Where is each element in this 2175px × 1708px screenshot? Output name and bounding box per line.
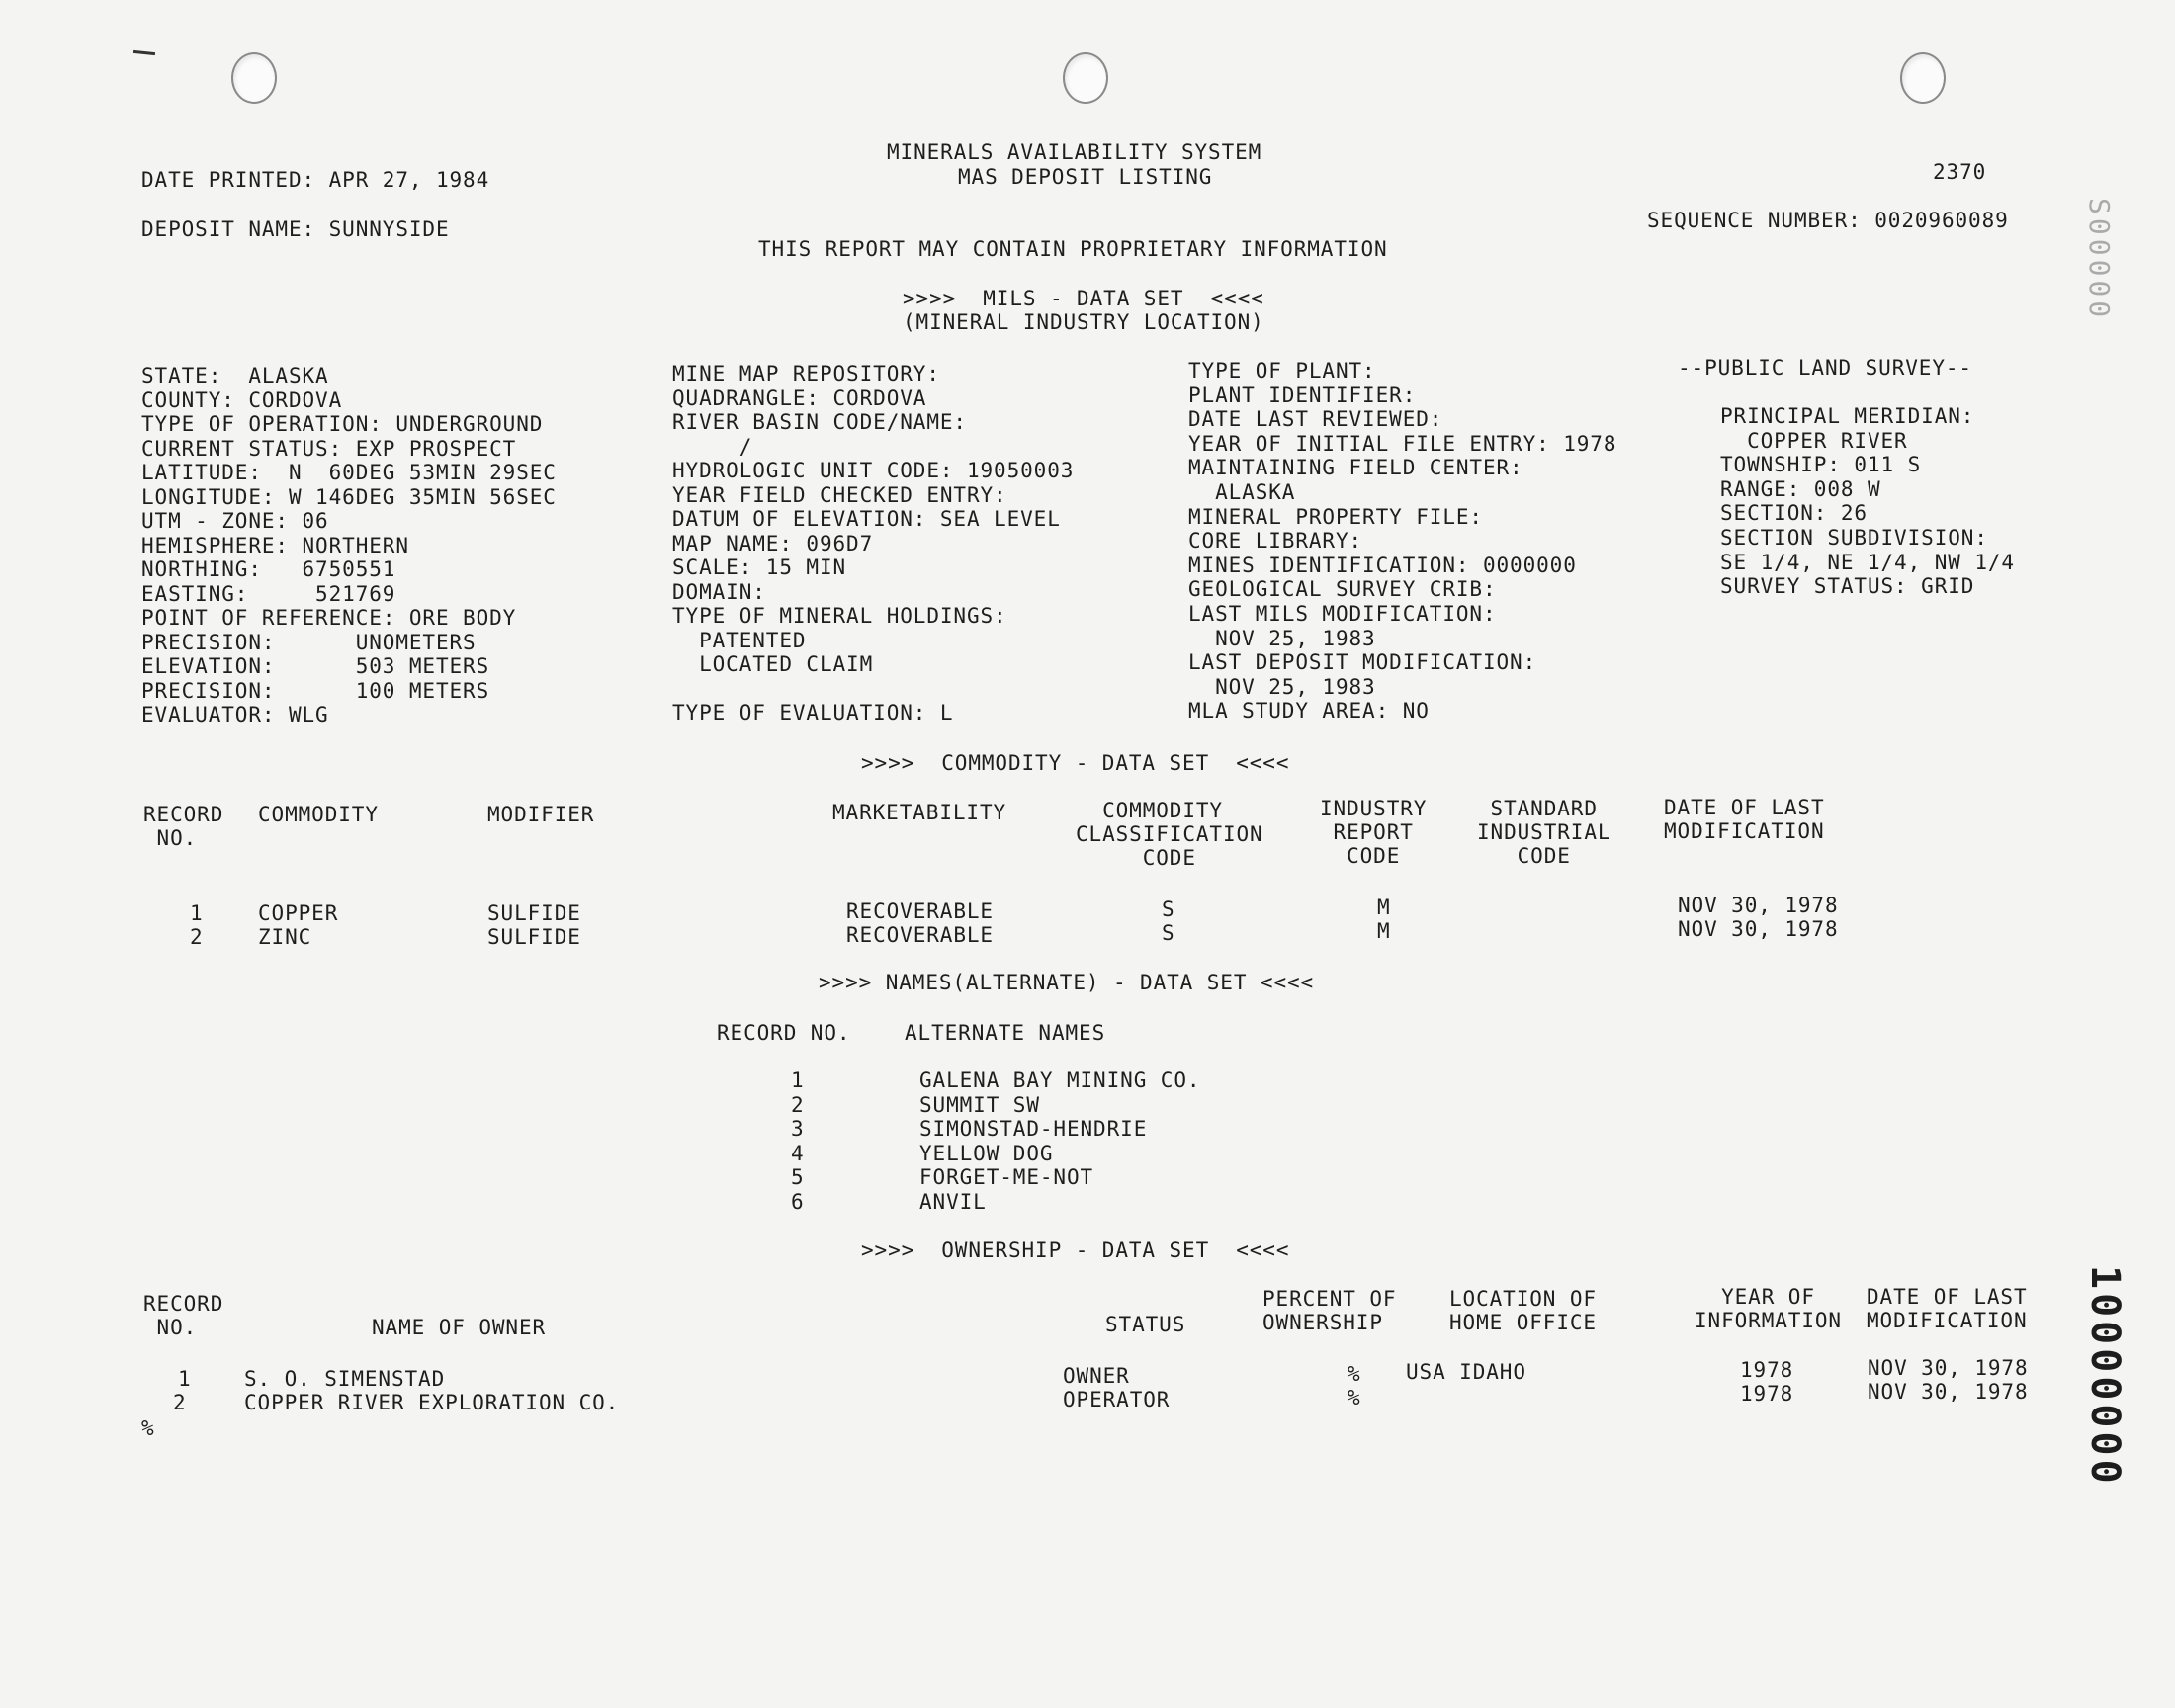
- system-title: MINERALS AVAILABILITY SYSTEM: [887, 140, 1262, 164]
- listing-title: MAS DEPOSIT LISTING: [958, 165, 1213, 189]
- mils-field-line: /: [672, 434, 753, 459]
- owner-status: OPERATOR: [1063, 1388, 1171, 1411]
- record-no: 6: [791, 1190, 805, 1214]
- mils-field-line: EVALUATOR: WLG: [141, 703, 329, 726]
- alternate-name: ANVIL: [919, 1190, 987, 1214]
- mils-field-line: STATE: ALASKA: [141, 364, 329, 387]
- mils-field-line: MINES IDENTIFICATION: 0000000: [1188, 553, 1577, 577]
- proprietary-notice: THIS REPORT MAY CONTAIN PROPRIETARY INFORMATION: [758, 237, 1388, 261]
- mils-field-line: LAST MILS MODIFICATION:: [1188, 602, 1497, 626]
- ownership-heading: >>>> OWNERSHIP - DATA SET <<<<: [861, 1238, 1290, 1262]
- ownership-header-location: LOCATION OF HOME OFFICE: [1449, 1287, 1597, 1334]
- page-number: 2370: [1933, 160, 1987, 184]
- commodity-header-modifier: MODIFIER: [487, 803, 595, 826]
- faint-document-stamp: S00000: [2083, 198, 2116, 322]
- commodity-header-commodity: COMMODITY: [258, 803, 379, 826]
- ownership-header-status: STATUS: [1105, 1313, 1186, 1336]
- information-year: 1978: [1740, 1382, 1794, 1406]
- mils-field-line: TYPE OF MINERAL HOLDINGS:: [672, 604, 1007, 628]
- record-no: 1: [190, 901, 204, 925]
- mils-field-line: NORTHING: 6750551: [141, 557, 396, 581]
- mils-field-line: EASTING: 521769: [141, 581, 396, 606]
- mils-field-line: MINE MAP REPOSITORY:: [672, 362, 940, 385]
- industry-code: M: [1377, 919, 1391, 943]
- modifier: SULFIDE: [487, 925, 581, 949]
- commodity-header-record: RECORD NO.: [143, 803, 224, 850]
- sequence-number: SEQUENCE NUMBER: 0020960089: [1647, 209, 2009, 232]
- mils-field-line: YEAR FIELD CHECKED ENTRY:: [672, 482, 1007, 507]
- information-year: 1978: [1740, 1358, 1794, 1382]
- owner-name: COPPER RIVER EXPLORATION CO.: [244, 1391, 620, 1414]
- mils-field-line: TYPE OF OPERATION: UNDERGROUND: [141, 412, 544, 436]
- mils-field-line: MINERAL PROPERTY FILE:: [1188, 504, 1483, 529]
- stray-mark: [133, 50, 155, 55]
- commodity-header-date: DATE OF LAST MODIFICATION: [1664, 796, 1825, 843]
- modifier: SULFIDE: [487, 901, 581, 925]
- industry-code: M: [1377, 896, 1391, 919]
- ownership-percent: %: [1348, 1362, 1361, 1386]
- mils-field-line: LOCATED CLAIM: [672, 652, 874, 676]
- mils-field-line: SECTION: 26: [1720, 501, 1868, 526]
- mils-field-line: MAINTAINING FIELD CENTER:: [1188, 456, 1523, 480]
- bold-document-stamp: 10000000: [2082, 1265, 2128, 1488]
- mils-field-line: HEMISPHERE: NORTHERN: [141, 533, 409, 557]
- classification-code: S: [1162, 921, 1175, 945]
- record-no: 1: [178, 1367, 192, 1391]
- mils-subheading: (MINERAL INDUSTRY LOCATION): [903, 310, 1264, 334]
- commodity-name: COPPER: [258, 901, 339, 925]
- mils-field-line: SECTION SUBDIVISION:: [1720, 526, 1988, 550]
- ownership-percent: %: [1348, 1386, 1361, 1409]
- modification-date: NOV 30, 1978: [1678, 917, 1839, 941]
- mils-field-line: MLA STUDY AREA: NO: [1188, 699, 1430, 724]
- mils-field-line: HYDROLOGIC UNIT CODE: 19050003: [672, 459, 1075, 482]
- commodity-header-industry: INDUSTRY REPORT CODE: [1320, 797, 1428, 868]
- punch-hole-right: [1900, 52, 1946, 104]
- alternate-name: FORGET-ME-NOT: [919, 1165, 1094, 1190]
- mils-field-line: COUNTY: CORDOVA: [141, 387, 343, 412]
- mils-field-line: SE 1/4, NE 1/4, NW 1/4: [1720, 550, 2015, 574]
- mils-field-line: LONGITUDE: W 146DEG 35MIN 56SEC: [141, 484, 557, 509]
- mils-field-line: POINT OF REFERENCE: ORE BODY: [141, 606, 517, 630]
- mils-field-line: LAST DEPOSIT MODIFICATION:: [1188, 650, 1537, 675]
- mils-field-line: DOMAIN:: [672, 579, 766, 604]
- mils-field-line: MAP NAME: 096D7: [672, 531, 874, 555]
- mils-field-line: TYPE OF EVALUATION: L: [672, 701, 954, 725]
- modification-date: NOV 30, 1978: [1868, 1356, 2029, 1380]
- deposit-name: DEPOSIT NAME: SUNNYSIDE: [141, 217, 450, 241]
- modification-date: NOV 30, 1978: [1678, 894, 1839, 917]
- classification-code: S: [1162, 897, 1175, 921]
- alternate-name: SUMMIT SW: [919, 1092, 1040, 1117]
- mils-field-line: CURRENT STATUS: EXP PROSPECT: [141, 436, 517, 461]
- mils-field-line: DATUM OF ELEVATION: SEA LEVEL: [672, 507, 1061, 531]
- names-header-alternate: ALTERNATE NAMES: [905, 1021, 1106, 1045]
- date-printed: DATE PRINTED: APR 27, 1984: [141, 168, 490, 192]
- mils-field-line: ELEVATION: 503 METERS: [141, 654, 490, 678]
- mils-field-line: PRECISION: UNOMETERS: [141, 630, 477, 654]
- ownership-header-percent: PERCENT OF OWNERSHIP: [1262, 1287, 1397, 1334]
- record-no: 3: [791, 1117, 805, 1142]
- commodity-heading: >>>> COMMODITY - DATA SET <<<<: [861, 751, 1290, 775]
- mils-field-line: QUADRANGLE: CORDOVA: [672, 385, 927, 410]
- alternate-name: GALENA BAY MINING CO.: [919, 1068, 1201, 1092]
- marketability: RECOVERABLE: [846, 923, 994, 947]
- owner-name: S. O. SIMENSTAD: [244, 1367, 446, 1391]
- mils-field-line: RANGE: 008 W: [1720, 476, 1881, 501]
- ownership-header-date: DATE OF LAST MODIFICATION: [1867, 1285, 2028, 1332]
- record-no: 2: [190, 925, 204, 949]
- mils-field-line: NOV 25, 1983: [1188, 674, 1376, 699]
- owner-status: OWNER: [1063, 1364, 1130, 1388]
- public-land-survey-heading: --PUBLIC LAND SURVEY--: [1678, 356, 1972, 380]
- mils-field-line: PATENTED: [672, 628, 807, 652]
- commodity-header-classification: COMMODITY CLASSIFICATION CODE: [1076, 799, 1263, 870]
- mils-field-line: PRECISION: 100 METERS: [141, 678, 490, 703]
- record-no: 2: [173, 1391, 187, 1414]
- commodity-header-sic: STANDARD INDUSTRIAL CODE: [1477, 797, 1611, 868]
- commodity-name: ZINC: [258, 925, 312, 949]
- mils-field-line: TYPE OF PLANT:: [1188, 359, 1376, 383]
- mils-field-line: DATE LAST REVIEWED:: [1188, 407, 1443, 432]
- alternate-name: SIMONSTAD-HENDRIE: [919, 1117, 1148, 1142]
- mils-field-line: NOV 25, 1983: [1188, 626, 1376, 650]
- mils-field-line: YEAR OF INITIAL FILE ENTRY: 1978: [1188, 431, 1617, 456]
- mils-field-line: SCALE: 15 MIN: [672, 555, 847, 579]
- ownership-header-year: YEAR OF INFORMATION: [1695, 1285, 1842, 1332]
- commodity-header-marketability: MARKETABILITY: [832, 801, 1007, 824]
- mils-field-line: ALASKA: [1188, 480, 1296, 504]
- mils-field-line: UTM - ZONE: 06: [141, 509, 329, 533]
- record-no: 4: [791, 1141, 805, 1165]
- record-no: 1: [791, 1068, 805, 1092]
- mils-field-line: PRINCIPAL MERIDIAN:: [1720, 404, 1975, 428]
- record-no: 2: [791, 1092, 805, 1117]
- mils-heading: >>>> MILS - DATA SET <<<<: [903, 287, 1264, 310]
- punch-hole-left: [231, 52, 277, 104]
- mils-field-line: SURVEY STATUS: GRID: [1720, 574, 1975, 599]
- punch-hole-center: [1063, 52, 1108, 104]
- ownership-header-name: NAME OF OWNER: [372, 1316, 547, 1339]
- mils-field-line: PLANT IDENTIFIER:: [1188, 383, 1417, 407]
- mils-field-line: LATITUDE: N 60DEG 53MIN 29SEC: [141, 461, 557, 484]
- mils-field-line: COPPER RIVER: [1720, 428, 1908, 453]
- mils-field-line: GEOLOGICAL SURVEY CRIB:: [1188, 577, 1497, 602]
- mils-field-line: TOWNSHIP: 011 S: [1720, 453, 1922, 477]
- modification-date: NOV 30, 1978: [1868, 1380, 2029, 1404]
- names-header-record: RECORD NO.: [717, 1021, 851, 1045]
- home-office-location: USA IDAHO: [1406, 1360, 1526, 1384]
- mils-field-line: CORE LIBRARY:: [1188, 529, 1363, 554]
- marketability: RECOVERABLE: [846, 899, 994, 923]
- alternate-name: YELLOW DOG: [919, 1141, 1054, 1165]
- ownership-header-record: RECORD NO.: [143, 1292, 224, 1339]
- record-no: 5: [791, 1165, 805, 1190]
- names-heading: >>>> NAMES(ALTERNATE) - DATA SET <<<<: [819, 971, 1315, 994]
- footer-percent-mark: %: [141, 1416, 155, 1440]
- mils-field-line: RIVER BASIN CODE/NAME:: [672, 410, 967, 434]
